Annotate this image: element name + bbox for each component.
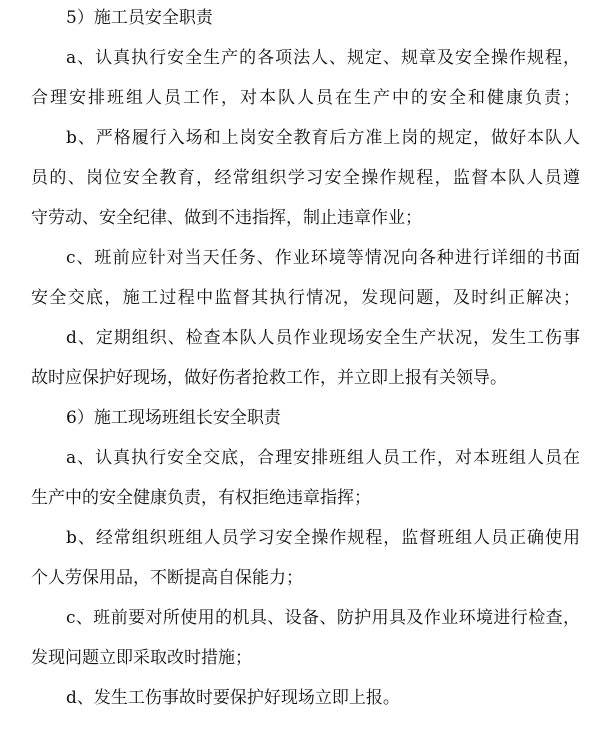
section-heading-team-leader: 6）施工现场班组长安全职责	[66, 408, 281, 428]
paragraph-line: d、发生工伤事故时要保护好现场立即上报。	[66, 688, 400, 708]
paragraph-line: 守劳动、安全纪律、做到不违指挥，制止违章作业；	[31, 208, 422, 228]
paragraph-line: c、班前要对所使用的机具、设备、防护用具及作业环境进行检查，	[66, 608, 580, 628]
paragraph-line: 合理安排班组人员工作，对本队人员在生产中的安全和健康负责；	[31, 88, 580, 108]
paragraph-line: 生产中的安全健康负责，有权拒绝违章指挥；	[31, 488, 371, 508]
paragraph-line: a、认真执行安全生产的各项法人、规定、规章及安全操作规程，	[66, 48, 580, 68]
paragraph-line: 个人劳保用品，不断提高自保能力；	[31, 568, 303, 588]
section-heading-construction-worker: 5）施工员安全职责	[66, 8, 213, 28]
paragraph-line: c、班前应针对当天任务、作业环境等情况向各种进行详细的书面	[66, 248, 580, 268]
paragraph-line: b、严格履行入场和上岗安全教育后方准上岗的规定，做好本队人	[66, 128, 580, 148]
paragraph-line: d、定期组织、检查本队人员作业现场安全生产状况，发生工伤事	[66, 328, 580, 348]
paragraph-line: b、经常组织班组人员学习安全操作规程，监督班组人员正确使用	[66, 528, 580, 548]
paragraph-line: 安全交底，施工过程中监督其执行情况，发现问题，及时纠正解决；	[31, 288, 580, 308]
paragraph-line: 发现问题立即采取改时措施；	[31, 648, 252, 668]
paragraph-line: a、认真执行安全交底，合理安排班组人员工作，对本班组人员在	[66, 448, 580, 468]
paragraph-line: 故时应保护好现场，做好伤者抢救工作，并立即上报有关领导。	[31, 368, 507, 388]
paragraph-line: 员的、岗位安全教育，经常组织学习安全操作规程，监督本队人员遵	[31, 168, 580, 188]
